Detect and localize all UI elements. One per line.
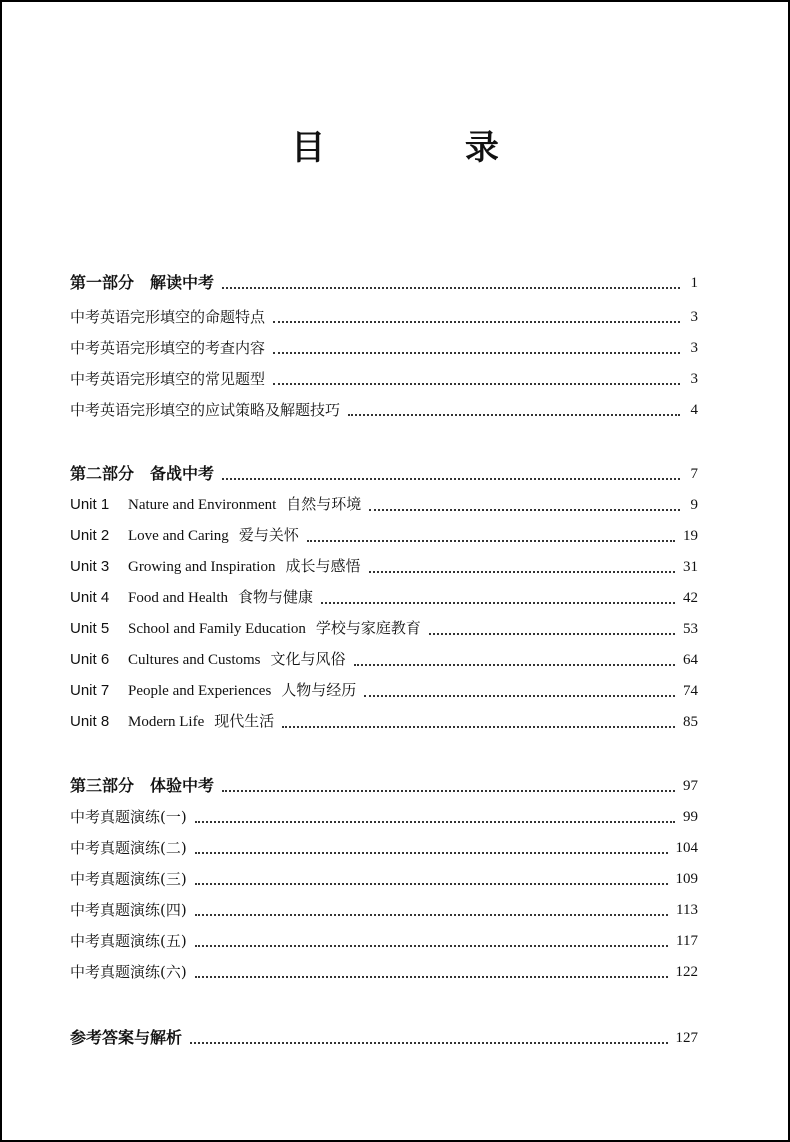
dot-leader [273,383,680,385]
dot-leader [321,602,675,604]
section-heading: 参考答案与解析 [70,1028,183,1047]
dot-leader [195,976,668,978]
entry-label: 中考英语完形填空的应试策略及解题技巧 [70,401,341,419]
toc-unit-entry[interactable] [70,521,698,547]
unit-number: Unit 2 [70,527,110,544]
unit-title-en: People and Experiences [128,683,272,699]
unit-title-en: Nature and Environment [128,497,277,513]
dot-leader [369,509,680,511]
page-number: 64 [683,652,698,668]
page-number: 74 [683,683,698,699]
unit-title-cn: 成长与感悟 [285,557,361,575]
unit-number: Unit 3 [70,558,110,575]
dot-leader [195,945,668,947]
toc-entry[interactable] [70,802,698,828]
toc-entry[interactable] [70,302,698,328]
unit-title-cn: 食物与健康 [237,588,313,606]
page-number: 99 [683,809,698,825]
page-number: 31 [683,559,698,575]
dot-leader [354,664,675,666]
dot-leader [195,914,668,916]
toc-unit-entry[interactable] [70,645,698,671]
page-title: 目 录 [291,128,563,168]
page-number: 97 [683,778,698,794]
unit-title-en: Growing and Inspiration [128,559,276,575]
toc-entry[interactable] [70,957,698,983]
toc-section-part1[interactable] [70,268,698,294]
unit-number: Unit 6 [70,651,110,668]
toc-unit-entry[interactable] [70,490,698,516]
entry-label: 中考真题演练(一) [70,808,187,826]
dot-leader [282,726,675,728]
unit-title-cn: 文化与风俗 [270,650,346,668]
toc-entry[interactable] [70,895,698,921]
page-number: 1 [690,275,698,291]
page-number: 3 [690,340,698,356]
section-heading: 第一部分 解读中考 [70,273,215,292]
toc-unit-entry[interactable] [70,552,698,578]
unit-title-cn: 人物与经历 [281,681,357,699]
toc-unit-entry[interactable] [70,707,698,733]
page-number: 85 [683,714,698,730]
entry-label: 中考真题演练(六) [70,963,187,981]
toc-entry[interactable] [70,364,698,390]
unit-title-en: School and Family Education [128,621,306,637]
dot-leader [348,414,680,416]
page-number: 104 [675,840,698,856]
toc-unit-entry[interactable] [70,583,698,609]
page-number: 9 [690,497,698,513]
section-heading: 第三部分 体验中考 [70,776,215,795]
unit-title-cn: 自然与环境 [286,495,362,513]
page-number: 19 [683,528,698,544]
toc-section-answers[interactable] [70,1023,698,1049]
dot-leader [195,883,668,885]
unit-title-cn: 现代生活 [214,712,275,730]
dot-leader [190,1042,667,1044]
entry-label: 中考英语完形填空的命题特点 [70,308,266,326]
page-number: 113 [676,902,698,918]
dot-leader [369,571,676,573]
toc-entry[interactable] [70,864,698,890]
unit-title-en: Cultures and Customs [128,652,261,668]
toc-entry[interactable] [70,395,698,421]
unit-number: Unit 5 [70,620,110,637]
dot-leader [222,790,675,792]
page-number: 42 [683,590,698,606]
dot-leader [273,352,680,354]
dot-leader [222,287,680,289]
page-number: 117 [676,933,698,949]
dot-leader [307,540,675,542]
unit-title-en: Food and Health [128,590,228,606]
unit-number: Unit 1 [70,496,110,513]
dot-leader [364,695,675,697]
entry-label: 中考真题演练(三) [70,870,187,888]
unit-number: Unit 7 [70,682,110,699]
toc-unit-entry[interactable] [70,614,698,640]
toc-entry[interactable] [70,833,698,859]
page-number: 4 [690,402,698,418]
toc-section-part3[interactable] [70,771,698,797]
dot-leader [222,478,680,480]
dot-leader [273,321,680,323]
dot-leader [429,633,675,635]
unit-title-cn: 学校与家庭教育 [315,619,421,637]
page-number: 109 [675,871,698,887]
section-heading: 第二部分 备战中考 [70,464,215,483]
toc-section-part2[interactable] [70,459,698,485]
entry-label: 中考真题演练(五) [70,932,187,950]
dot-leader [195,852,668,854]
unit-title-en: Love and Caring [128,528,229,544]
page-number: 3 [690,309,698,325]
entry-label: 中考英语完形填空的常见题型 [70,370,266,388]
toc-entry[interactable] [70,926,698,952]
entry-label: 中考真题演练(四) [70,901,187,919]
unit-title-cn: 爱与关怀 [238,526,299,544]
entry-label: 中考英语完形填空的考查内容 [70,339,266,357]
page-number: 7 [690,466,698,482]
toc-unit-entry[interactable] [70,676,698,702]
page-number: 127 [675,1030,698,1046]
entry-label: 中考真题演练(二) [70,839,187,857]
unit-number: Unit 8 [70,713,110,730]
page-number: 53 [683,621,698,637]
dot-leader [195,821,675,823]
page-number: 3 [690,371,698,387]
toc-entry[interactable] [70,333,698,359]
page-number: 122 [675,964,698,980]
unit-title-en: Modern Life [128,714,205,730]
unit-number: Unit 4 [70,589,110,606]
